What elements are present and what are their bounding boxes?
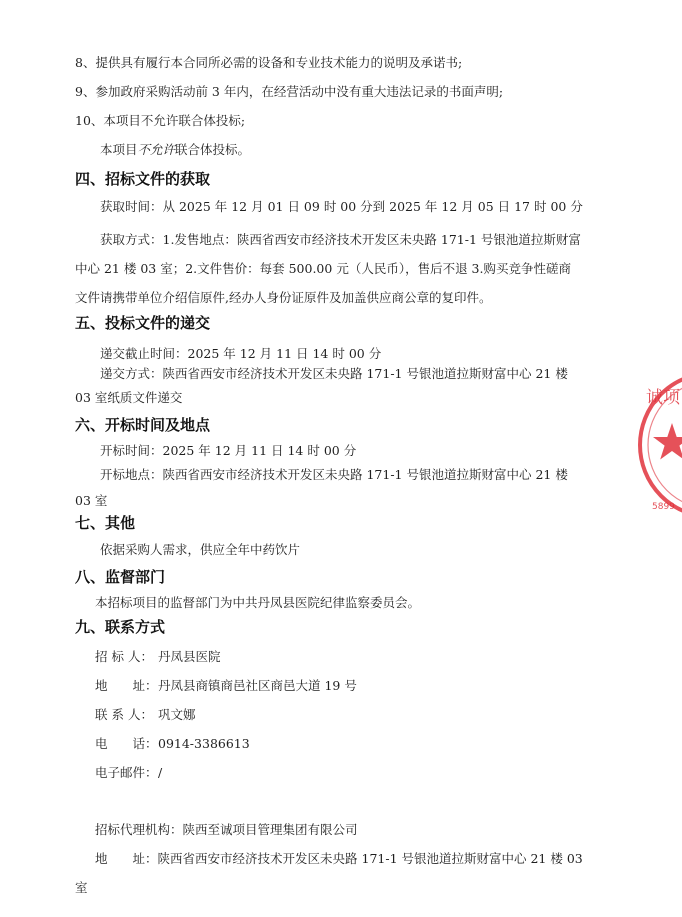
email-label: 电子邮件： [95,765,158,780]
seal-number: 5899 [652,502,675,512]
address-label: 地 址： [95,678,158,693]
section-9-heading: 九、联系方式 [75,618,166,636]
contact-row [95,705,196,723]
opening-place: 开标地点：陕西省西安市经济技术开发区未央路 171-1 号银池道拉斯财富中心 21 楼 03 室 [75,467,568,508]
address-value: 丹凤县商镇商邑社区商邑大道 19 号 [158,678,357,693]
tenderer-label: 招 标 人： [95,649,153,664]
consortium-italic: 不允许 [137,142,176,157]
seal-text: 诚项 [646,388,680,408]
consortium-prefix: 本项目 [100,142,138,157]
list-item-10: 10、本项目不允许联合体投标; [75,113,246,128]
contact-value: 巩文娜 [158,707,196,722]
section-4-heading: 四、招标文件的获取 [75,170,211,188]
agency-label: 招标代理机构： [95,822,183,837]
seal-star-icon [653,423,682,460]
acquisition-method: 获取方式：1.发售地点：陕西省西安市经济技术开发区未央路 171-1 号银池道拉斯财富中心 21 楼 03 室；2.文件售价：每套 500.00 元（人民币），售后不退 3.购买竞争性磋商文件请携带单位介绍信原件,经办人身份证原件及加盖供应商公章的复印件。 [75,232,581,305]
address-row [95,676,357,694]
agency-address [75,844,585,902]
section-6-heading: 六、开标时间及地点 [75,416,211,434]
section-8-heading: 八、监督部门 [75,568,166,586]
agency-address-label: 地 址： [95,851,158,866]
phone-row [95,734,250,752]
opening-time: 开标时间：2025 年 12 月 11 日 14 时 00 分 [100,443,357,458]
other-text: 依据采购人需求，供应全年中药饮片 [100,542,301,557]
contact-label: 联 系 人： [95,707,153,722]
email-row [95,763,162,781]
email-value: / [158,765,163,780]
company-seal-stamp [632,365,682,525]
submission-deadline: 递交截止时间：2025 年 12 月 11 日 14 时 00 分 [100,346,382,361]
phone-label: 电 话： [95,736,158,751]
supervision-text: 本招标项目的监督部门为中共丹凤县医院纪律监察委员会。 [95,595,421,610]
phone-value: 0914-3386613 [158,736,250,751]
agency-value: 陕西至诚项目管理集团有限公司 [182,822,358,837]
submission-method: 递交方式：陕西省西安市经济技术开发区未央路 171-1 号银池道拉斯财富中心 21 楼 03 室纸质文件递交 [75,366,568,405]
tenderer-value: 丹凤县医院 [158,649,221,664]
tenderer-row [95,647,221,665]
section-7-heading: 七、其他 [75,514,136,532]
section-5-heading: 五、投标文件的递交 [75,314,211,332]
agency-row [95,820,358,838]
list-item-9: 9、参加政府采购活动前 3 年内，在经营活动中没有重大违法记录的书面声明; [75,84,504,99]
list-item-8: 8、提供具有履行本合同所必需的设备和专业技术能力的说明及承诺书; [75,55,463,70]
consortium-statement [100,135,620,164]
consortium-suffix: 联合体投标。 [175,142,251,157]
acquisition-time: 获取时间：从 2025 年 12 月 01 日 09 时 00 分到 2025 年 12 月 05 日 17 时 00 分 [100,199,583,214]
agency-address-value: 陕西省西安市经济技术开发区未央路 171-1 号银池道拉斯财富中心 21 楼 03 室 [75,851,583,895]
